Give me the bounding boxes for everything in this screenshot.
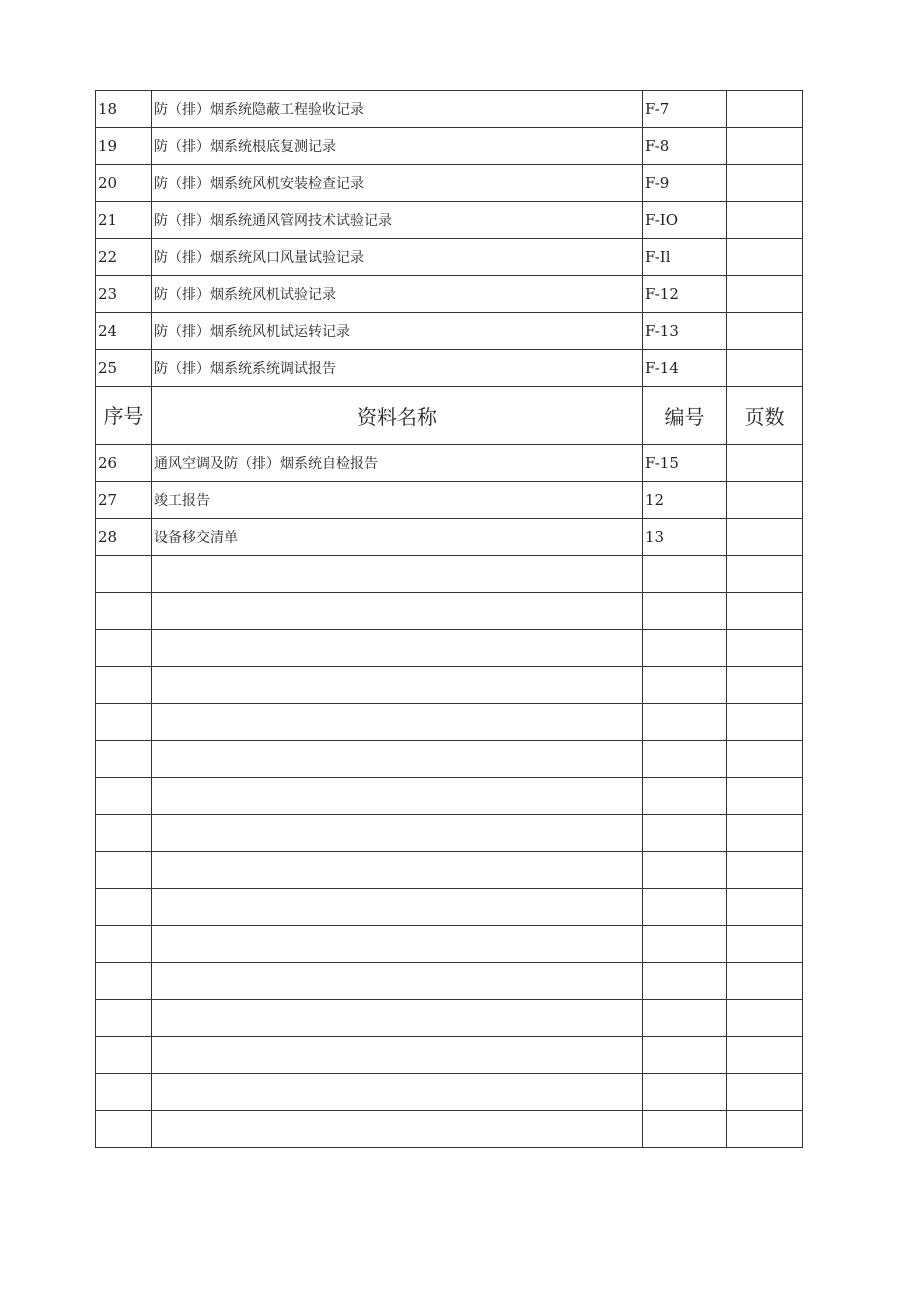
cell-name [152,556,643,593]
cell-no: 28 [96,519,152,556]
cell-pages [727,667,803,704]
header-row [96,387,803,445]
cell-name [152,815,643,852]
cell-name [152,1111,643,1148]
cell-pages [727,202,803,239]
cell-name: 防（排）烟系统风机试运转记录 [152,313,643,350]
cell-pages [727,741,803,778]
cell-code [643,556,727,593]
cell-no: 18 [96,91,152,128]
cell-code [643,852,727,889]
cell-no [96,704,152,741]
table-row [96,889,803,926]
header-code: 编号 [643,387,727,445]
table-row [96,593,803,630]
table-row [96,852,803,889]
cell-name [152,778,643,815]
cell-pages [727,704,803,741]
table-row [96,91,803,128]
cell-no: 23 [96,276,152,313]
table-row [96,778,803,815]
cell-pages [727,91,803,128]
table-row [96,1074,803,1111]
cell-name: 设备移交清单 [152,519,643,556]
cell-code [643,1000,727,1037]
table-row [96,556,803,593]
header-name: 资料名称 [152,387,643,445]
cell-no: 21 [96,202,152,239]
cell-pages [727,630,803,667]
table-row [96,741,803,778]
table-row [96,630,803,667]
cell-no [96,1111,152,1148]
cell-no [96,778,152,815]
table-row [96,704,803,741]
table-row [96,239,803,276]
cell-no: 27 [96,482,152,519]
cell-code: F-12 [643,276,727,313]
cell-no [96,963,152,1000]
table-row [96,350,803,387]
cell-code [643,741,727,778]
cell-pages [727,276,803,313]
cell-pages [727,852,803,889]
cell-code: F-13 [643,313,727,350]
cell-pages [727,313,803,350]
cell-code [643,926,727,963]
cell-pages [727,556,803,593]
cell-code [643,963,727,1000]
cell-code: F-15 [643,445,727,482]
cell-no: 20 [96,165,152,202]
cell-code [643,778,727,815]
cell-name [152,741,643,778]
cell-name [152,630,643,667]
cell-pages [727,1074,803,1111]
cell-no [96,667,152,704]
cell-pages [727,926,803,963]
cell-pages [727,165,803,202]
cell-pages [727,128,803,165]
table-body-top [96,91,803,387]
cell-name: 竣工报告 [152,482,643,519]
cell-no [96,926,152,963]
cell-no [96,630,152,667]
cell-name [152,852,643,889]
cell-name: 防（排）烟系统风口风量试验记录 [152,239,643,276]
cell-name [152,926,643,963]
cell-no: 26 [96,445,152,482]
table-row [96,815,803,852]
cell-pages [727,350,803,387]
cell-no [96,741,152,778]
cell-code: 12 [643,482,727,519]
table-row [96,165,803,202]
cell-code: F-9 [643,165,727,202]
cell-no: 19 [96,128,152,165]
cell-code [643,1111,727,1148]
cell-code [643,1074,727,1111]
table-row [96,276,803,313]
cell-pages [727,815,803,852]
table-row [96,202,803,239]
cell-name: 防（排）烟系统隐蔽工程验收记录 [152,91,643,128]
cell-code [643,593,727,630]
cell-pages [727,1000,803,1037]
cell-code [643,889,727,926]
table-row [96,1000,803,1037]
cell-pages [727,778,803,815]
cell-name: 防（排）烟系统风机试验记录 [152,276,643,313]
table-row [96,482,803,519]
cell-code: F-IO [643,202,727,239]
table-body-bottom [96,445,803,1148]
cell-code: F-7 [643,91,727,128]
table-row [96,667,803,704]
cell-no [96,1000,152,1037]
cell-name [152,1074,643,1111]
cell-no [96,1074,152,1111]
cell-name: 防（排）烟系统风机安装检查记录 [152,165,643,202]
cell-no [96,593,152,630]
header-pages: 页数 [727,387,803,445]
cell-no [96,889,152,926]
table-row [96,1037,803,1074]
header-no: 序号 [96,387,152,445]
table-header [96,387,803,445]
cell-pages [727,1037,803,1074]
cell-name: 通风空调及防（排）烟系统自检报告 [152,445,643,482]
table-row [96,313,803,350]
table-row [96,519,803,556]
cell-pages [727,519,803,556]
cell-code [643,704,727,741]
cell-pages [727,482,803,519]
table-row [96,926,803,963]
cell-name [152,667,643,704]
cell-pages [727,889,803,926]
table-row [96,445,803,482]
cell-name [152,704,643,741]
cell-name: 防（排）烟系统通风管网技术试验记录 [152,202,643,239]
table-row [96,128,803,165]
cell-name [152,593,643,630]
cell-pages [727,963,803,1000]
cell-pages [727,445,803,482]
cell-no [96,1037,152,1074]
cell-code [643,630,727,667]
cell-name: 防（排）烟系统系统调试报告 [152,350,643,387]
cell-name [152,1037,643,1074]
cell-code [643,815,727,852]
table-row [96,963,803,1000]
cell-no: 25 [96,350,152,387]
cell-pages [727,239,803,276]
cell-name [152,963,643,1000]
cell-pages [727,593,803,630]
cell-code [643,667,727,704]
cell-no [96,852,152,889]
cell-pages [727,1111,803,1148]
cell-no [96,556,152,593]
table-row [96,1111,803,1148]
cell-code: F-14 [643,350,727,387]
cell-code: F-8 [643,128,727,165]
document-index-table [95,90,803,1148]
cell-no [96,815,152,852]
cell-code: F-Il [643,239,727,276]
cell-code: 13 [643,519,727,556]
cell-name [152,889,643,926]
cell-name [152,1000,643,1037]
cell-no: 24 [96,313,152,350]
cell-name: 防（排）烟系统根底复测记录 [152,128,643,165]
cell-code [643,1037,727,1074]
cell-no: 22 [96,239,152,276]
